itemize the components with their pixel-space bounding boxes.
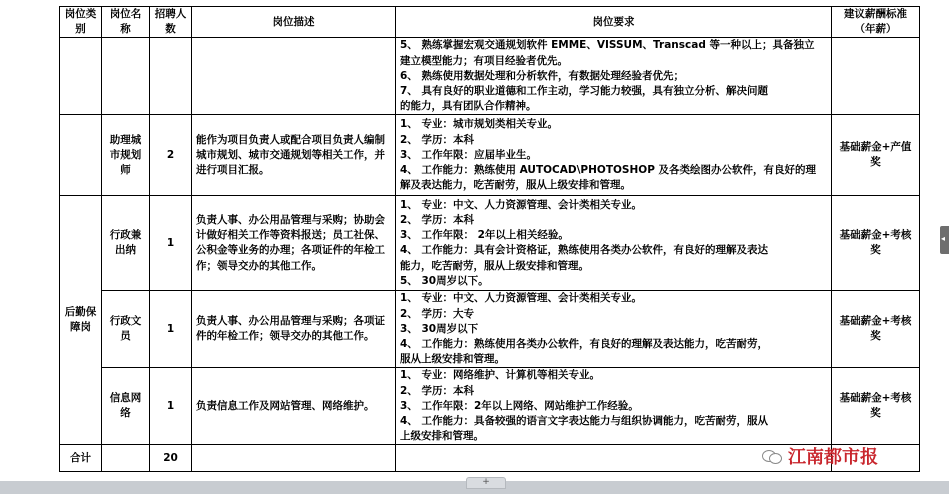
requirement-line: 4、 工作能力：具有会计资格证，熟练使用各类办公软件，有良好的理解及表达 bbox=[400, 244, 768, 257]
requirements-cell bbox=[396, 196, 832, 291]
job-name: 行政文员 bbox=[102, 291, 150, 368]
total-label: 合计 bbox=[60, 445, 102, 472]
requirement-line: 1、 专业：网络维护、计算机等相关专业。 bbox=[400, 369, 600, 382]
table-row bbox=[60, 115, 920, 196]
job-count: 1 bbox=[150, 196, 192, 291]
job-description: 负责人事、办公用品管理与采购；各项证件的年检工作；领导交办的其他工作。 bbox=[192, 291, 396, 368]
job-name: 助理城市规划师 bbox=[102, 115, 150, 196]
requirement-line: 5、 熟练掌握宏观交通规划软件 EMME、VISSUM、Transcad 等一种以上；具备独立 bbox=[400, 39, 815, 52]
requirement-line: 1、 专业：中文、人力资源管理、会计类相关专业。 bbox=[400, 198, 642, 211]
requirement-line: 1、 专业：中文、人力资源管理、会计类相关专业。 bbox=[400, 292, 642, 305]
table-row bbox=[60, 196, 920, 291]
requirement-line: 4、 工作能力：熟练使用各类办公软件，有良好的理解及表达能力，吃苦耐劳， bbox=[400, 338, 768, 351]
requirement-line: 能力，吃苦耐劳，服从上级安排和管理。 bbox=[400, 259, 589, 272]
table-header-row bbox=[60, 7, 920, 38]
requirement-line: 3、 工作年限：2年以上网络、网站维护工作经验。 bbox=[400, 399, 639, 412]
job-salary: 基础薪金+考核奖 bbox=[832, 368, 920, 445]
table-row bbox=[60, 368, 920, 445]
watermark-text: 江南都市报 bbox=[788, 447, 878, 468]
requirement-line: 解及表达能力，吃苦耐劳，服从上级安排和管理。 bbox=[400, 179, 631, 192]
requirement-line: 4、 工作能力：熟练使用 AUTOCAD\PHOTOSHOP 及各类绘图办公软件，有良好的理 bbox=[400, 164, 817, 177]
total-count: 20 bbox=[150, 445, 192, 472]
job-count: 2 bbox=[150, 115, 192, 196]
requirements-cell bbox=[396, 368, 832, 445]
job-name: 行政兼出纳 bbox=[102, 196, 150, 291]
requirement-line: 的能力，具有团队合作精神。 bbox=[400, 100, 537, 113]
requirement-line: 服从上级安排和管理。 bbox=[400, 353, 505, 366]
expand-tab[interactable] bbox=[466, 477, 506, 489]
header-description: 岗位描述 bbox=[192, 7, 396, 38]
header-salary: 建议薪酬标准（年薪） bbox=[832, 7, 920, 38]
table-row bbox=[60, 38, 920, 115]
requirement-line: 1、 专业：城市规划类相关专业。 bbox=[400, 118, 558, 131]
header-requirements: 岗位要求 bbox=[396, 7, 832, 38]
plus-icon: + bbox=[482, 477, 490, 487]
category-cell-empty bbox=[60, 38, 102, 115]
requirement-line: 2、 学历：本科 bbox=[400, 214, 474, 227]
requirement-line: 3、 工作年限： 2年以上相关经验。 bbox=[400, 229, 569, 242]
requirements-cell bbox=[396, 115, 832, 196]
collapse-arrow-icon: ◂ bbox=[941, 234, 946, 243]
requirement-line: 5、 30周岁以下。 bbox=[400, 274, 489, 287]
job-salary: 基础薪金+考核奖 bbox=[832, 196, 920, 291]
job-name: 信息网络 bbox=[102, 368, 150, 445]
requirements-cell bbox=[396, 291, 832, 368]
requirement-line: 上级安排和管理。 bbox=[400, 430, 484, 443]
requirement-line: 7、 具有良好的职业道德和工作主动，学习能力较强，具有独立分析、解决问题 bbox=[400, 85, 768, 98]
header-count: 招聘人数 bbox=[150, 7, 192, 38]
requirement-line: 建立模型能力；有项目经验者优先。 bbox=[400, 54, 568, 67]
job-salary: 基础薪金+考核奖 bbox=[832, 291, 920, 368]
job-description: 负责人事、办公用品管理与采购；协助会计做好相关工作等资料报送；员工社保、公积金等业务的办理；各项证件的年检工作；领导交办的其他工作。 bbox=[192, 196, 396, 291]
table-row bbox=[60, 291, 920, 368]
requirements-cell bbox=[396, 38, 832, 115]
side-scroll-handle[interactable] bbox=[940, 226, 949, 254]
job-count: 1 bbox=[150, 291, 192, 368]
wechat-icon bbox=[762, 448, 782, 464]
header-type: 岗位类别 bbox=[60, 7, 102, 38]
job-salary: 基础薪金+产值奖 bbox=[832, 115, 920, 196]
category-cell: 后勤保障岗 bbox=[60, 196, 102, 445]
requirement-line: 2、 学历：本科 bbox=[400, 133, 474, 146]
header-name: 岗位名称 bbox=[102, 7, 150, 38]
requirement-line: 3、 工作年限：应届毕业生。 bbox=[400, 148, 537, 161]
requirement-line: 6、 熟练使用数据处理和分析软件，有数据处理经验者优先； bbox=[400, 69, 684, 82]
requirement-line: 2、 学历：大专 bbox=[400, 307, 474, 320]
job-count: 1 bbox=[150, 368, 192, 445]
requirement-line: 2、 学历：本科 bbox=[400, 384, 474, 397]
requirement-line: 3、 30周岁以下 bbox=[400, 322, 479, 335]
job-description: 负责信息工作及网站管理、网络维护。 bbox=[192, 368, 396, 445]
requirement-line: 4、 工作能力：具备较强的语言文字表达能力与组织协调能力，吃苦耐劳，服从 bbox=[400, 415, 768, 428]
watermark bbox=[762, 444, 878, 468]
recruitment-table bbox=[59, 6, 920, 472]
job-description: 能作为项目负责人或配合项目负责人编制城市规划、城市交通规划等相关工作，并进行项目汇报。 bbox=[192, 115, 396, 196]
